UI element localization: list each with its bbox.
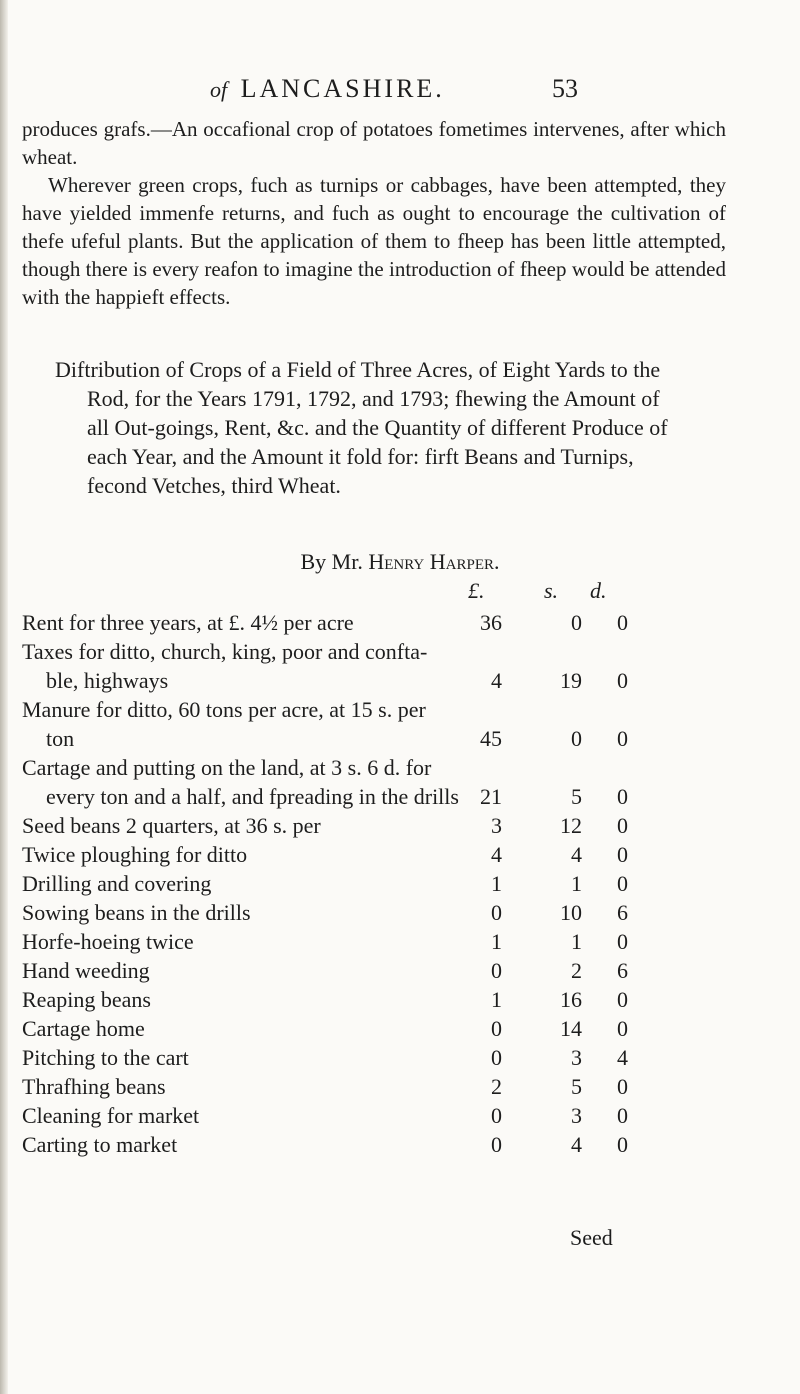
amount-pounds: 0	[491, 1132, 502, 1157]
row-description: Manure for ditto, 60 tons per acre, at 15 s. per	[22, 697, 426, 722]
amount-pounds: 1	[491, 871, 502, 896]
amount-pounds: 2	[491, 1074, 502, 1099]
amount-shillings: 19	[560, 668, 582, 693]
table-row	[22, 1014, 662, 1043]
table-row	[22, 637, 662, 666]
running-title: LANCASHIRE.	[240, 74, 445, 103]
row-description: every ton and a half, and fpreading in the drills	[46, 784, 459, 809]
table-row	[22, 956, 662, 985]
amount-pence: 0	[617, 813, 628, 838]
amount-shillings: 16	[560, 987, 582, 1012]
table-row	[22, 985, 662, 1014]
amount-pence: 4	[617, 1045, 628, 1070]
row-description: Twice ploughing for ditto	[22, 842, 248, 867]
row-description: Rent for three years, at £. 4½ per acre	[22, 610, 354, 635]
amount-pounds: 45	[480, 726, 502, 751]
paragraph-1: produces grafs.—An occafional crop of potatoes fometimes intervenes, after which wheat.	[22, 117, 726, 169]
column-header-pence: d.	[590, 578, 607, 603]
table-row	[22, 840, 662, 869]
amount-shillings: 10	[560, 900, 582, 925]
amount-pence: 0	[617, 668, 628, 693]
amount-pence: 0	[617, 987, 628, 1012]
table-row	[22, 1043, 662, 1072]
table-row	[22, 1072, 662, 1101]
amount-shillings: 12	[560, 813, 582, 838]
amount-shillings: 4	[571, 1132, 582, 1157]
amount-pence: 0	[617, 929, 628, 954]
amount-shillings: 4	[571, 842, 582, 867]
amount-pence: 0	[617, 1016, 628, 1041]
amount-shillings: 5	[571, 784, 582, 809]
table-row	[22, 695, 662, 724]
table-row	[22, 666, 662, 695]
row-description: Horfe-hoeing twice	[22, 929, 194, 954]
table-title: Diftribution of Crops of a Field of Three Acres, of Eight Yards to the Rod, for the Years 1791, 1792, and 1793; fhewing the Amount of all Out-goings, Rent, &c. and the Quantity of different Produce of each Year, and the Amount it fold for: firft Beans and Turnips, fecond Vetches, third Wheat.	[55, 357, 668, 498]
row-description: ble, highways	[46, 668, 169, 693]
row-description: Hand weeding	[22, 958, 150, 983]
row-description: Cartage home	[22, 1016, 145, 1041]
author-name: Henry Harper.	[368, 549, 500, 574]
amount-pounds: 0	[491, 1103, 502, 1128]
amount-shillings: 3	[571, 1103, 582, 1128]
table-row	[22, 869, 662, 898]
amount-pence: 0	[617, 871, 628, 896]
table-row	[22, 608, 662, 637]
byline-prefix: By Mr.	[300, 549, 363, 574]
table-row	[22, 927, 662, 956]
table-row	[22, 782, 662, 811]
row-description: Seed beans 2 quarters, at 36 s. per	[22, 813, 321, 838]
table-row	[22, 1130, 662, 1159]
byline	[0, 549, 800, 575]
amount-shillings: 1	[571, 929, 582, 954]
row-description: Drilling and covering	[22, 871, 212, 896]
amount-pounds: 0	[491, 958, 502, 983]
amount-shillings: 1	[571, 871, 582, 896]
expense-table	[22, 608, 662, 1159]
table-row	[22, 724, 662, 753]
row-description: Pitching to the cart	[22, 1045, 189, 1070]
amount-pounds: 1	[491, 929, 502, 954]
amount-pence: 0	[617, 1132, 628, 1157]
row-description: ton	[46, 726, 75, 751]
amount-pence: 6	[617, 900, 628, 925]
column-header-pounds: £.	[468, 578, 485, 603]
amount-pence: 0	[617, 1103, 628, 1128]
amount-pounds: 0	[491, 1045, 502, 1070]
amount-pence: 0	[617, 784, 628, 809]
amount-shillings: 0	[571, 610, 582, 635]
amount-shillings: 3	[571, 1045, 582, 1070]
paragraph-2: Wherever green crops, fuch as turnips or cabbages, have been attempted, they have yielded immenfe returns, and fuch as ought to encourage the cultivation of thefe ufeful plants. But the application of them to fheep has been little attempted, though there is every reafon to imagine the introduction of fheep would be attended with the happieft effects.	[22, 173, 726, 309]
amount-pence: 0	[617, 842, 628, 867]
amount-pence: 0	[617, 1074, 628, 1099]
page-number: 53	[552, 74, 578, 103]
amount-pounds: 36	[480, 610, 502, 635]
amount-pounds: 4	[491, 668, 502, 693]
row-description: Cleaning for market	[22, 1103, 200, 1128]
header-prefix: of	[210, 77, 228, 102]
amount-pounds: 0	[491, 900, 502, 925]
amount-pounds: 0	[491, 1016, 502, 1041]
running-header	[210, 74, 600, 104]
row-description: Thrafhing beans	[22, 1074, 166, 1099]
row-description: Sowing beans in the drills	[22, 900, 251, 925]
amount-shillings: 5	[571, 1074, 582, 1099]
amount-pounds: 21	[480, 784, 502, 809]
amount-pence: 0	[617, 610, 628, 635]
row-description: Carting to market	[22, 1132, 178, 1157]
table-row	[22, 753, 662, 782]
amount-shillings: 0	[571, 726, 582, 751]
column-header-shillings: s.	[544, 578, 559, 603]
amount-pounds: 4	[491, 842, 502, 867]
amount-pounds: 1	[491, 987, 502, 1012]
amount-shillings: 2	[571, 958, 582, 983]
row-description: Taxes for ditto, church, king, poor and confta-	[22, 639, 428, 664]
table-row	[22, 811, 662, 840]
row-description: Reaping beans	[22, 987, 151, 1012]
amount-pounds: 3	[491, 813, 502, 838]
table-row	[22, 1101, 662, 1130]
amount-pence: 0	[617, 726, 628, 751]
table-row	[22, 898, 662, 927]
amount-shillings: 14	[560, 1016, 582, 1041]
catchword: Seed	[570, 1225, 613, 1250]
row-description: Cartage and putting on the land, at 3 s. 6 d. for	[22, 755, 432, 780]
amount-pence: 6	[617, 958, 628, 983]
